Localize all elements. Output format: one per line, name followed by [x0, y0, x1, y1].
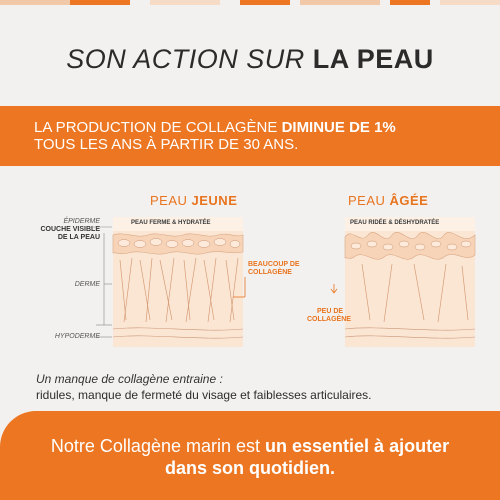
footer-banner [0, 411, 500, 500]
label-epiderme: ÉPIDERME [63, 218, 100, 225]
young-callout-1: BEAUCOUP DE [248, 261, 300, 268]
page-title-bold: LA PEAU [312, 44, 434, 74]
footer-text-1: Notre Collagène marin est [50, 436, 266, 456]
skin-comparison-diagram [0, 180, 500, 370]
label-hypoderme: HYPODERME [54, 333, 100, 340]
banner-line-1 [34, 119, 500, 136]
banner-line-1-text: LA PRODUCTION DE COLLAGÈNE [34, 119, 282, 136]
young-skin-caption: PEAU FERME & HYDRATÉE [131, 220, 211, 226]
top-decorative-stripes [0, 0, 500, 5]
old-skin-title-b: ÂGÉE [389, 193, 429, 208]
young-callout-2: COLLAGÈNE [248, 269, 292, 276]
old-callout-arrow [331, 284, 337, 293]
banner-highlight: DIMINUE DE 1% [281, 119, 396, 136]
old-skin-caption: PEAU RIDÉE & DÉSHYDRATÉE [350, 220, 440, 226]
footer-text [0, 435, 500, 479]
note-italic: Un manque de collagène entraine : [36, 372, 223, 386]
old-skin-block [345, 217, 475, 347]
old-callout-2: COLLAGÈNE [307, 316, 351, 323]
label-couche-visible-2: DE LA PEAU [57, 234, 100, 241]
young-skin-title-a: PEAU [150, 193, 192, 208]
note-text: ridules, manque de fermeté du visage et faiblesses articulaires. [36, 388, 372, 402]
banner-line-2: TOUS LES ANS À PARTIR DE 30 ANS. [34, 136, 299, 153]
young-skin-block [113, 217, 243, 347]
layer-bracket-lines [92, 227, 112, 337]
old-callout-1: PEU DE [317, 308, 344, 315]
young-skin-title-b: JEUNE [191, 193, 238, 208]
footer-text-2: un essentiel à ajouter [265, 436, 450, 456]
footer-text-3: dans son quotidien. [165, 458, 335, 478]
collagen-info-banner [0, 106, 500, 166]
page-title-light: SON ACTION SUR [66, 44, 313, 74]
label-derme: DERME [74, 281, 100, 288]
old-skin-title-a: PEAU [348, 193, 390, 208]
page-title [0, 44, 500, 75]
label-couche-visible-1: COUCHE VISIBLE [40, 226, 100, 233]
